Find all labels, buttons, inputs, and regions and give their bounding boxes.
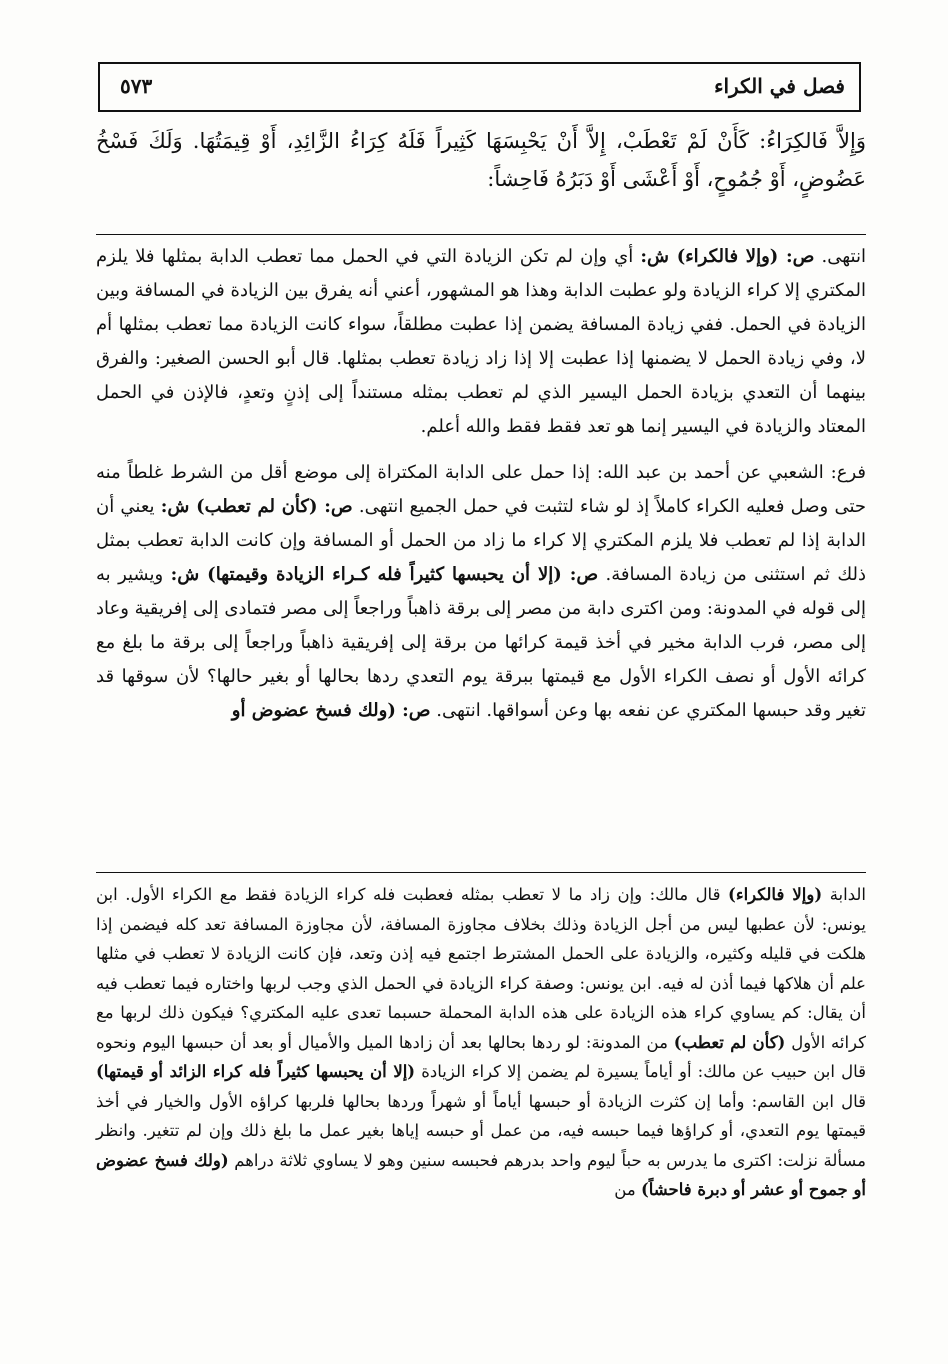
- footnote-text: قال ابن القاسم: وأما إن كثرت الزيادة أو حبسها أياماً أو شهراً وردها بحالها فلربها كراؤه الأول والخيار في أخذ قيمتها يوم التعدي، أو كراؤها فيما حبسه فيه، من عمل أو حبسه إياها بغير عمل ما بلغ ذلك وإن لم تتغير. وانظر مسألة نزلت: اكترى ما يدرس به حباً ليوم واحد بدرهم فحبسه سنين وهو لا يساوي ثلاثة دراهم: [96, 1091, 866, 1170]
- footnote-paragraph: [96, 880, 866, 1205]
- commentary-text: فرع: الشعبي عن أحمد بن عبد الله: إذا حمل على الدابة المكتراة إلى موضع أقل من الشرط غلطاً منه حتى وصل فعليه الكراء كاملاً إذ لو شاء لتثبت في حمل الجميع انتهى.: [96, 462, 867, 517]
- footnote-text: من المدونة: لو ردها بحالها بعد أن زادها الميل والأميال أو بعد أن حبسها اليوم ونحوه قال ابن حبيب عن مالك: أو أياماً يسيرة لم يضمن إلا كراء الزيادة: [96, 1032, 866, 1081]
- commentary-text: ويشير به إلى قوله في المدونة: ومن اكترى دابة من مصر إلى برقة ذاهباً وراجعاً إلى مصر فتمادى إلى إفريقية وعاد إلى مصر، فرب الدابة مخير في أخذ قيمة كرائها من برقة إلى إفريقية ذاهباً وراجعاً إلى برقة ما بلغ مع كرائه الأول أو نصف الكراء الأول مع قيمتها ببرقة يوم التعدي ردها بحالها أو بغير حالها؟ لأن سوقها قد تغير وقد حبسها المكتري عن نفعه بها وعن أسواقها. انتهى.: [96, 564, 866, 721]
- quoted-heading: ص: (إلا أن يحبسها كثيراً فله كـراء الزيادة وقيمتها) ش:: [170, 564, 599, 585]
- commentary-paragraph: [96, 240, 866, 444]
- commentary-text: انتهى.: [814, 246, 866, 267]
- footnote-heading: (وإلا فالكراء): [728, 885, 823, 904]
- commentary-text: أي وإن لم تكن الزيادة التي في الحمل مما تعطب الدابة بمثلها فلا يلزم المكتري إلا كراء الزيادة ولو عطبت الدابة وهذا هو المشهور، أعني أنه يفرق بين الزيادة في المسافة وبين الزيادة في الحمل. ففي زيادة المسافة يضمن إذا عطبت مطلقاً، سواء كانت الزيادة مما تعطب بمثلها أم لا، وفي زيادة الحمل لا يضمنها إذا عطبت إلا إذا زاد زيادة تعطب بمثلها. قال أبو الحسن الصغير: والفرق بينهما أن التعدي بزيادة الحمل اليسير الذي لم تعطب بمثله مستنداً إلى إذنٍ وتعدٍ، فالإذن في الحمل المعتاد والزيادة في اليسير إنما هو تعد فقط فقط والله أعلم.: [96, 246, 866, 437]
- chapter-title: فصل في الكراء: [714, 74, 845, 98]
- footnote-text: قال مالك: وإن زاد ما لا تعطب بمثله فعطبت فله كراء الزيادة فقط مع الكراء الأول. ابن يونس: لأن عطبها ليس من أجل الزيادة وذلك بخلاف مجاوزة المسافة، لأن مجاوزة المسافة تعد كله فيضمن إذا هلكت في قليله وكثيره، والزيادة على الحمل المشترط اجتمع فيه إذن وتعد، فإن كانت الزيادة لا تعطب في مثلها علم أن هلاكها فيما أذن له فيه. ابن يونس: وصفة كراء الزيادة في الحمل الذي وجب لربها واختاره فيما تعطب فيه أن يقال: كم يساوي كراء هذه الزيادة على هذه الدابة المحملة حسبما تعدى عليه المكتري؟ فيكون ذلك لربها مع كرائه الأول: [96, 885, 866, 1052]
- matn-text: وَإِلاَّ فَالكِرَاءُ: كَأَنْ لَمْ تَعْطَبْ، إِلاَّ أَنْ يَحْبِسَهَا كَثِيراً فَلَهُ كِرَاءُ الزَّائِدِ، أَوْ قِيمَتُهَا. وَلَكَ فَسْخُ عَضُوضٍ، أَوْ جُمُوحٍ، أَوْ أَعْشَى أَوْ دَبَرُهُ فَاحِشاً:: [96, 129, 866, 191]
- footnote-divider: [96, 872, 866, 873]
- footnote: [96, 880, 866, 1205]
- page-number: ٥٧٣: [120, 74, 153, 98]
- commentary-paragraph: [96, 456, 866, 728]
- footnote-heading: (إلا أن يحبسها كثيراً فله كراء الزائد أو قيمتها): [96, 1062, 416, 1081]
- quoted-heading: ص: (ولك فسخ عضوض أو: [231, 700, 431, 721]
- page-header: [98, 62, 861, 112]
- footnote-heading: (كأن لم تعطب): [673, 1032, 786, 1052]
- footnote-text: الدابة: [822, 885, 866, 904]
- quoted-heading: ص: (كأن لم تعطب) ش:: [160, 496, 353, 517]
- quoted-heading: ص: (وإلا فالكراء) ش:: [640, 246, 815, 267]
- footnote-heading: (ولك فسخ عضوض أو جموح أو عشر أو دبرة فاحشاً): [96, 1150, 866, 1199]
- matn-divider: [96, 234, 866, 235]
- commentary-text: يعني أن الدابة إذا لم تعطب فلا يلزم المكتري إلا كراء ما زاد من الحمل أو المسافة وإن كانت الدابة تعطب بمثل ذلك ثم استثنى من زيادة المسافة.: [96, 496, 867, 585]
- footnote-text: من: [614, 1180, 641, 1199]
- commentary: [96, 240, 866, 728]
